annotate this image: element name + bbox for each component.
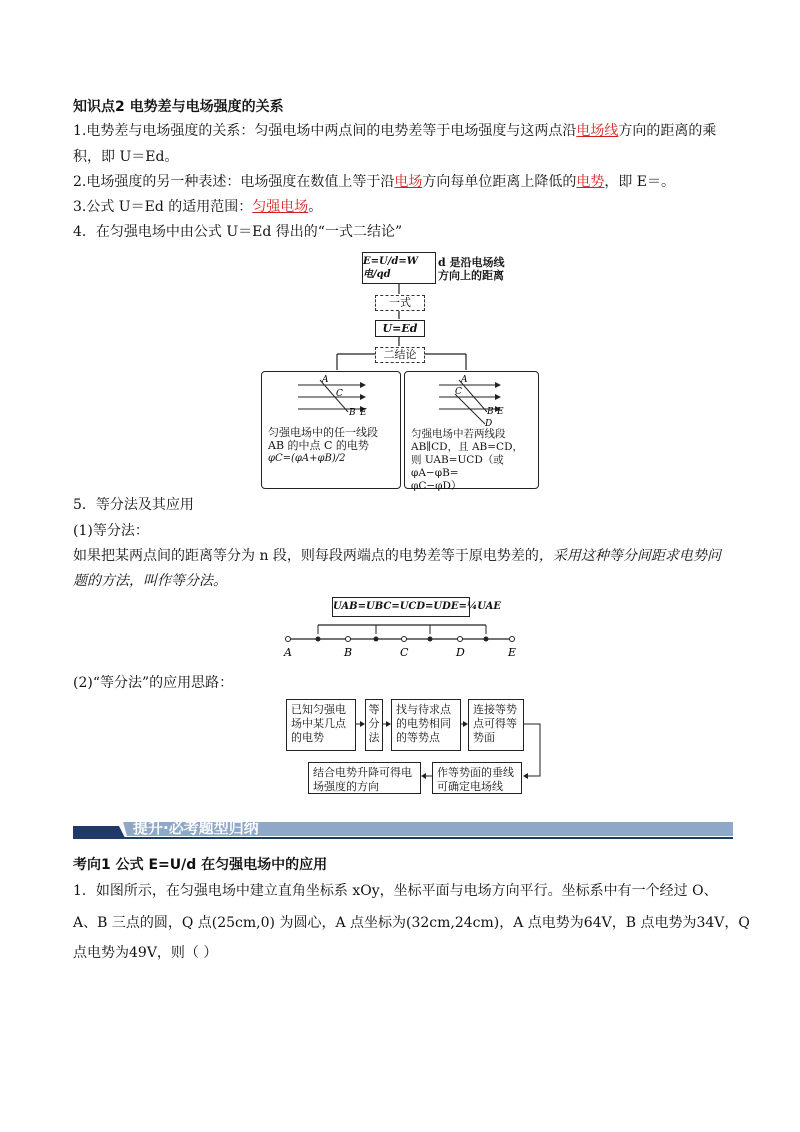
section5-title: 5．等分法及其应用	[73, 497, 194, 513]
formula-top: E=U/d=W电/qd	[363, 256, 418, 280]
question-1-line-3: 点电势为49V，则（ ）	[73, 945, 218, 961]
section5-desc	[73, 545, 740, 567]
section-heading: 知识点2 电势差与电场强度的关系	[73, 99, 284, 115]
d-note-line-2: 方向上的距离	[438, 269, 504, 282]
label-C-right: C	[455, 387, 462, 397]
right-field-lines	[405, 372, 538, 427]
left-text-1: 匀强电场中的任一线段	[268, 426, 378, 439]
equal-formula-box: UAB=UBC=UCD=UDE=¼UAE	[332, 597, 470, 617]
yishi-erjielun-diagram	[258, 250, 540, 490]
ued-box: U=Ed	[375, 320, 425, 337]
label-D-right: D	[485, 419, 493, 427]
section5-sub2: (2)“等分法”的应用思路：	[73, 675, 234, 691]
p1-red-term: 电场线	[576, 123, 619, 139]
flow-step-find-points: 找与待求点的电势相同的等势点	[391, 699, 461, 751]
equal-division-axis	[280, 594, 520, 664]
left-text-3: φC=(φA+φB)/2	[268, 453, 346, 464]
banner-title: 提升·必考题型归纳	[133, 819, 259, 837]
point-C: C	[400, 646, 409, 659]
p3-red-term: 匀强电场	[252, 199, 309, 215]
flow-step-equipotential: 连接等势点可得等势面	[468, 699, 524, 751]
p2-red-term-2: 电势	[576, 174, 605, 190]
paragraph-3	[73, 196, 740, 218]
point-E: E	[508, 646, 517, 659]
question-1-line-2: A、B 三点的圆，Q 点(25cm,0) 为圆心，A 点坐标为(32cm,24cm)，A 点电势为64V，B 点电势为34V，Q	[73, 915, 750, 931]
point-A: A	[284, 646, 292, 659]
p2-text-c: ，即 E＝。	[604, 174, 676, 190]
left-text-2: AB 的中点 C 的电势	[268, 439, 369, 452]
flow-step-known: 已知匀强电场中某几点的电势	[286, 699, 356, 751]
flowchart	[280, 696, 545, 800]
right-text-4: φC−φD）	[411, 480, 462, 492]
label-B-right: B	[487, 407, 494, 417]
paragraph-2	[73, 171, 740, 193]
left-field-lines	[262, 372, 400, 422]
paragraph-1	[73, 120, 740, 142]
label-A-right: A	[461, 375, 468, 385]
label-C-left: C	[336, 389, 343, 399]
flow-step-equal-division: 等分法	[365, 699, 383, 751]
question-1-line-1: 1．如图所示，在匀强电场中建立直角坐标系 xOy，坐标平面与电场方向平行。坐标系中有一个经过 O、	[73, 883, 718, 899]
point-D: D	[456, 646, 465, 659]
right-text-1: 匀强电场中若两线段	[411, 428, 506, 440]
label-B-left: B	[349, 408, 356, 418]
desc-text: 如果把某两点间的距离等分为 n 段，则每段两端点的电势差等于原电势差的	[73, 548, 539, 564]
p1-text-b: 方向的距离的乘	[618, 123, 717, 139]
point-B: B	[344, 646, 353, 659]
label-A-left: A	[322, 375, 329, 385]
right-text-2: AB∥CD，且 AB=CD，	[411, 441, 523, 453]
section-banner	[73, 818, 733, 840]
d-note-line-1: d 是沿电场线	[438, 256, 505, 269]
erjielun-box: 二结论	[375, 347, 425, 363]
paragraph-4: 4．在匀强电场中由公式 U＝Ed 得出的“一式二结论”	[73, 224, 403, 240]
section5-sub1: (1)等分法：	[73, 523, 149, 539]
left-conclusion-box	[261, 371, 401, 489]
equal-division-diagram	[280, 594, 520, 664]
desc-italic-1: ，采用这种等分间距求电势问	[538, 548, 721, 564]
p3-text-a: 3.公式 U＝Ed 的适用范围：	[73, 199, 253, 215]
paragraph-1-cont: 积，即 U＝Ed。	[73, 149, 179, 165]
label-E-right: E	[497, 407, 504, 417]
formula-box	[362, 252, 436, 284]
p2-text-b: 方向每单位距离上降低的	[422, 174, 577, 190]
right-conclusion-box	[404, 371, 539, 492]
p1-text-a: 1.电势差与电场强度的关系：匀强电场中两点间的电势差等于电场强度与这两点沿	[73, 123, 577, 139]
section5-desc-cont: 题的方法，叫作等分法。	[73, 573, 227, 589]
p2-red-term-1: 电场	[394, 174, 423, 190]
label-E-left: E	[360, 408, 367, 418]
p2-text-a: 2.电场强度的另一种表述：电场强度在数值上等于沿	[73, 174, 395, 190]
p3-text-b: 。	[308, 199, 323, 215]
flow-step-direction: 结合电势升降可得电场强度的方向	[308, 762, 421, 794]
kaoxiang-title: 考向1 公式 E=U/d 在匀强电场中的应用	[73, 857, 328, 873]
d-note	[438, 256, 505, 282]
right-text-3: 则 UAB=UCD（或φA−φB=	[411, 454, 504, 479]
yishi-box: 一式	[375, 295, 425, 311]
flow-step-perpendicular: 作等势面的垂线可确定电场线	[432, 762, 522, 794]
